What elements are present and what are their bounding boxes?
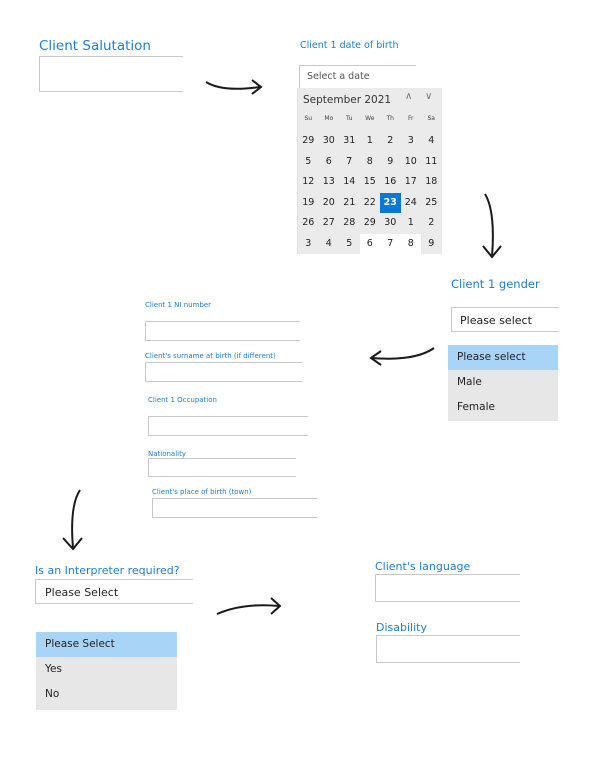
calendar-day[interactable]: 3 [407,135,414,146]
interpreter-dropdown-list [36,632,177,710]
chevron-up-icon[interactable]: ∧ [405,91,413,102]
gender-dropdown-list [448,345,558,421]
calendar-day[interactable]: 17 [404,176,417,187]
weekday-label: We [365,115,375,122]
gender-select-value: Please select [460,314,532,327]
weekday-label: Su [304,115,313,122]
calendar-week-row [298,131,442,151]
gender-option[interactable]: Please select [448,345,558,370]
calendar-day[interactable]: 30 [384,217,397,228]
calendar-day[interactable]: 18 [425,176,438,187]
calendar-day[interactable]: 3 [305,237,312,249]
calendar-day[interactable]: 27 [322,217,335,228]
dob-placeholder: Select a date [307,71,370,82]
language-input[interactable] [375,574,520,602]
dob-input[interactable] [299,65,416,89]
calendar-week-row [298,172,442,192]
calendar-day[interactable]: 21 [343,196,356,208]
calendar-day[interactable]: 16 [384,176,397,187]
calendar-week-row [298,213,442,233]
calendar-day[interactable]: 22 [363,196,376,208]
calendar-day[interactable]: 24 [404,196,417,208]
calendar-week-row [298,152,442,172]
calendar-day[interactable]: 8 [366,155,373,167]
calendar-day[interactable]: 12 [302,176,315,187]
calendar-day[interactable]: 15 [363,176,376,187]
calendar-day[interactable]: 28 [343,217,356,228]
language-label: Client's language [375,560,471,573]
calendar-day[interactable]: 29 [302,135,315,146]
chevron-down-icon[interactable]: ∨ [425,91,433,102]
interpreter-select-value: Please Select [45,586,119,599]
calendar-day[interactable]: 4 [325,237,332,249]
calendar-day[interactable]: 14 [343,176,356,187]
calendar-day[interactable]: 2 [387,135,394,146]
calendar-day[interactable]: 31 [343,135,356,146]
surname-birth-label: Client's surname at birth (if different) [145,352,276,360]
arrow-right-icon [204,76,264,100]
salutation-input[interactable] [39,56,183,92]
calendar-day[interactable]: 13 [322,176,335,187]
calendar-day[interactable]: 8 [401,234,422,254]
calendar-day[interactable]: 5 [346,237,353,249]
disability-label: Disability [376,621,427,634]
calendar-day[interactable]: 9 [428,237,435,249]
calendar-week-row [298,193,442,213]
occupation-input[interactable] [148,416,308,436]
nationality-label: Nationality [148,450,187,458]
calendar-day[interactable]: 4 [428,135,435,146]
calendar-day[interactable]: 26 [302,217,315,228]
weekday-label: Sa [427,115,435,122]
interpreter-option[interactable]: No [45,688,60,700]
arrow-right-icon [215,594,285,620]
weekday-label: Fr [408,115,414,122]
gender-option[interactable]: Male [457,376,482,388]
ni-label: Client 1 NI number [145,301,212,309]
occupation-label: Client 1 Occupation [148,396,217,404]
calendar-day[interactable]: 5 [305,155,312,167]
calendar-day[interactable]: 7 [380,234,401,254]
weekday-label: Th [386,115,394,122]
dob-label: Client 1 date of birth [300,40,399,51]
interpreter-option[interactable]: Please Select [36,632,177,657]
calendar-month-label[interactable]: September 2021 [303,94,392,106]
calendar-day[interactable]: 2 [428,217,435,228]
interpreter-option[interactable]: Yes [45,663,62,675]
calendar-popup [297,88,442,254]
calendar-day[interactable]: 29 [363,217,376,228]
calendar-day[interactable]: 11 [425,155,438,167]
arrow-down-icon [479,192,509,262]
gender-option[interactable]: Female [457,401,495,413]
calendar-week-row [298,234,442,254]
calendar-day[interactable]: 1 [407,217,414,228]
arrow-down-icon [58,488,88,554]
calendar-day[interactable]: 30 [322,135,335,146]
birthplace-input[interactable] [152,498,318,518]
calendar-day[interactable]: 6 [325,155,332,167]
calendar-day[interactable]: 23 [380,193,401,213]
arrow-left-icon [368,344,438,372]
calendar-day[interactable]: 10 [404,155,417,167]
calendar-day[interactable]: 7 [346,155,353,167]
disability-input[interactable] [376,635,520,663]
weekday-header [298,115,442,122]
weekday-label: Mo [324,115,334,122]
calendar-day[interactable]: 9 [387,155,394,167]
weekday-label: Tu [345,115,353,122]
interpreter-select[interactable] [35,579,193,604]
interpreter-label: Is an Interpreter required? [35,564,180,577]
gender-label: Client 1 gender [451,277,540,291]
calendar-day[interactable]: 25 [425,196,438,208]
birthplace-label: Client's place of birth (town) [152,488,252,496]
ni-input[interactable] [145,321,300,341]
calendar-day[interactable]: 6 [360,234,381,254]
nationality-input[interactable] [148,458,296,477]
calendar-day[interactable]: 20 [322,196,335,208]
calendar-day[interactable]: 19 [302,196,315,208]
calendar-day[interactable]: 1 [366,135,373,146]
salutation-label: Client Salutation [39,38,151,54]
surname-birth-input[interactable] [145,362,303,382]
gender-select[interactable] [451,307,559,332]
